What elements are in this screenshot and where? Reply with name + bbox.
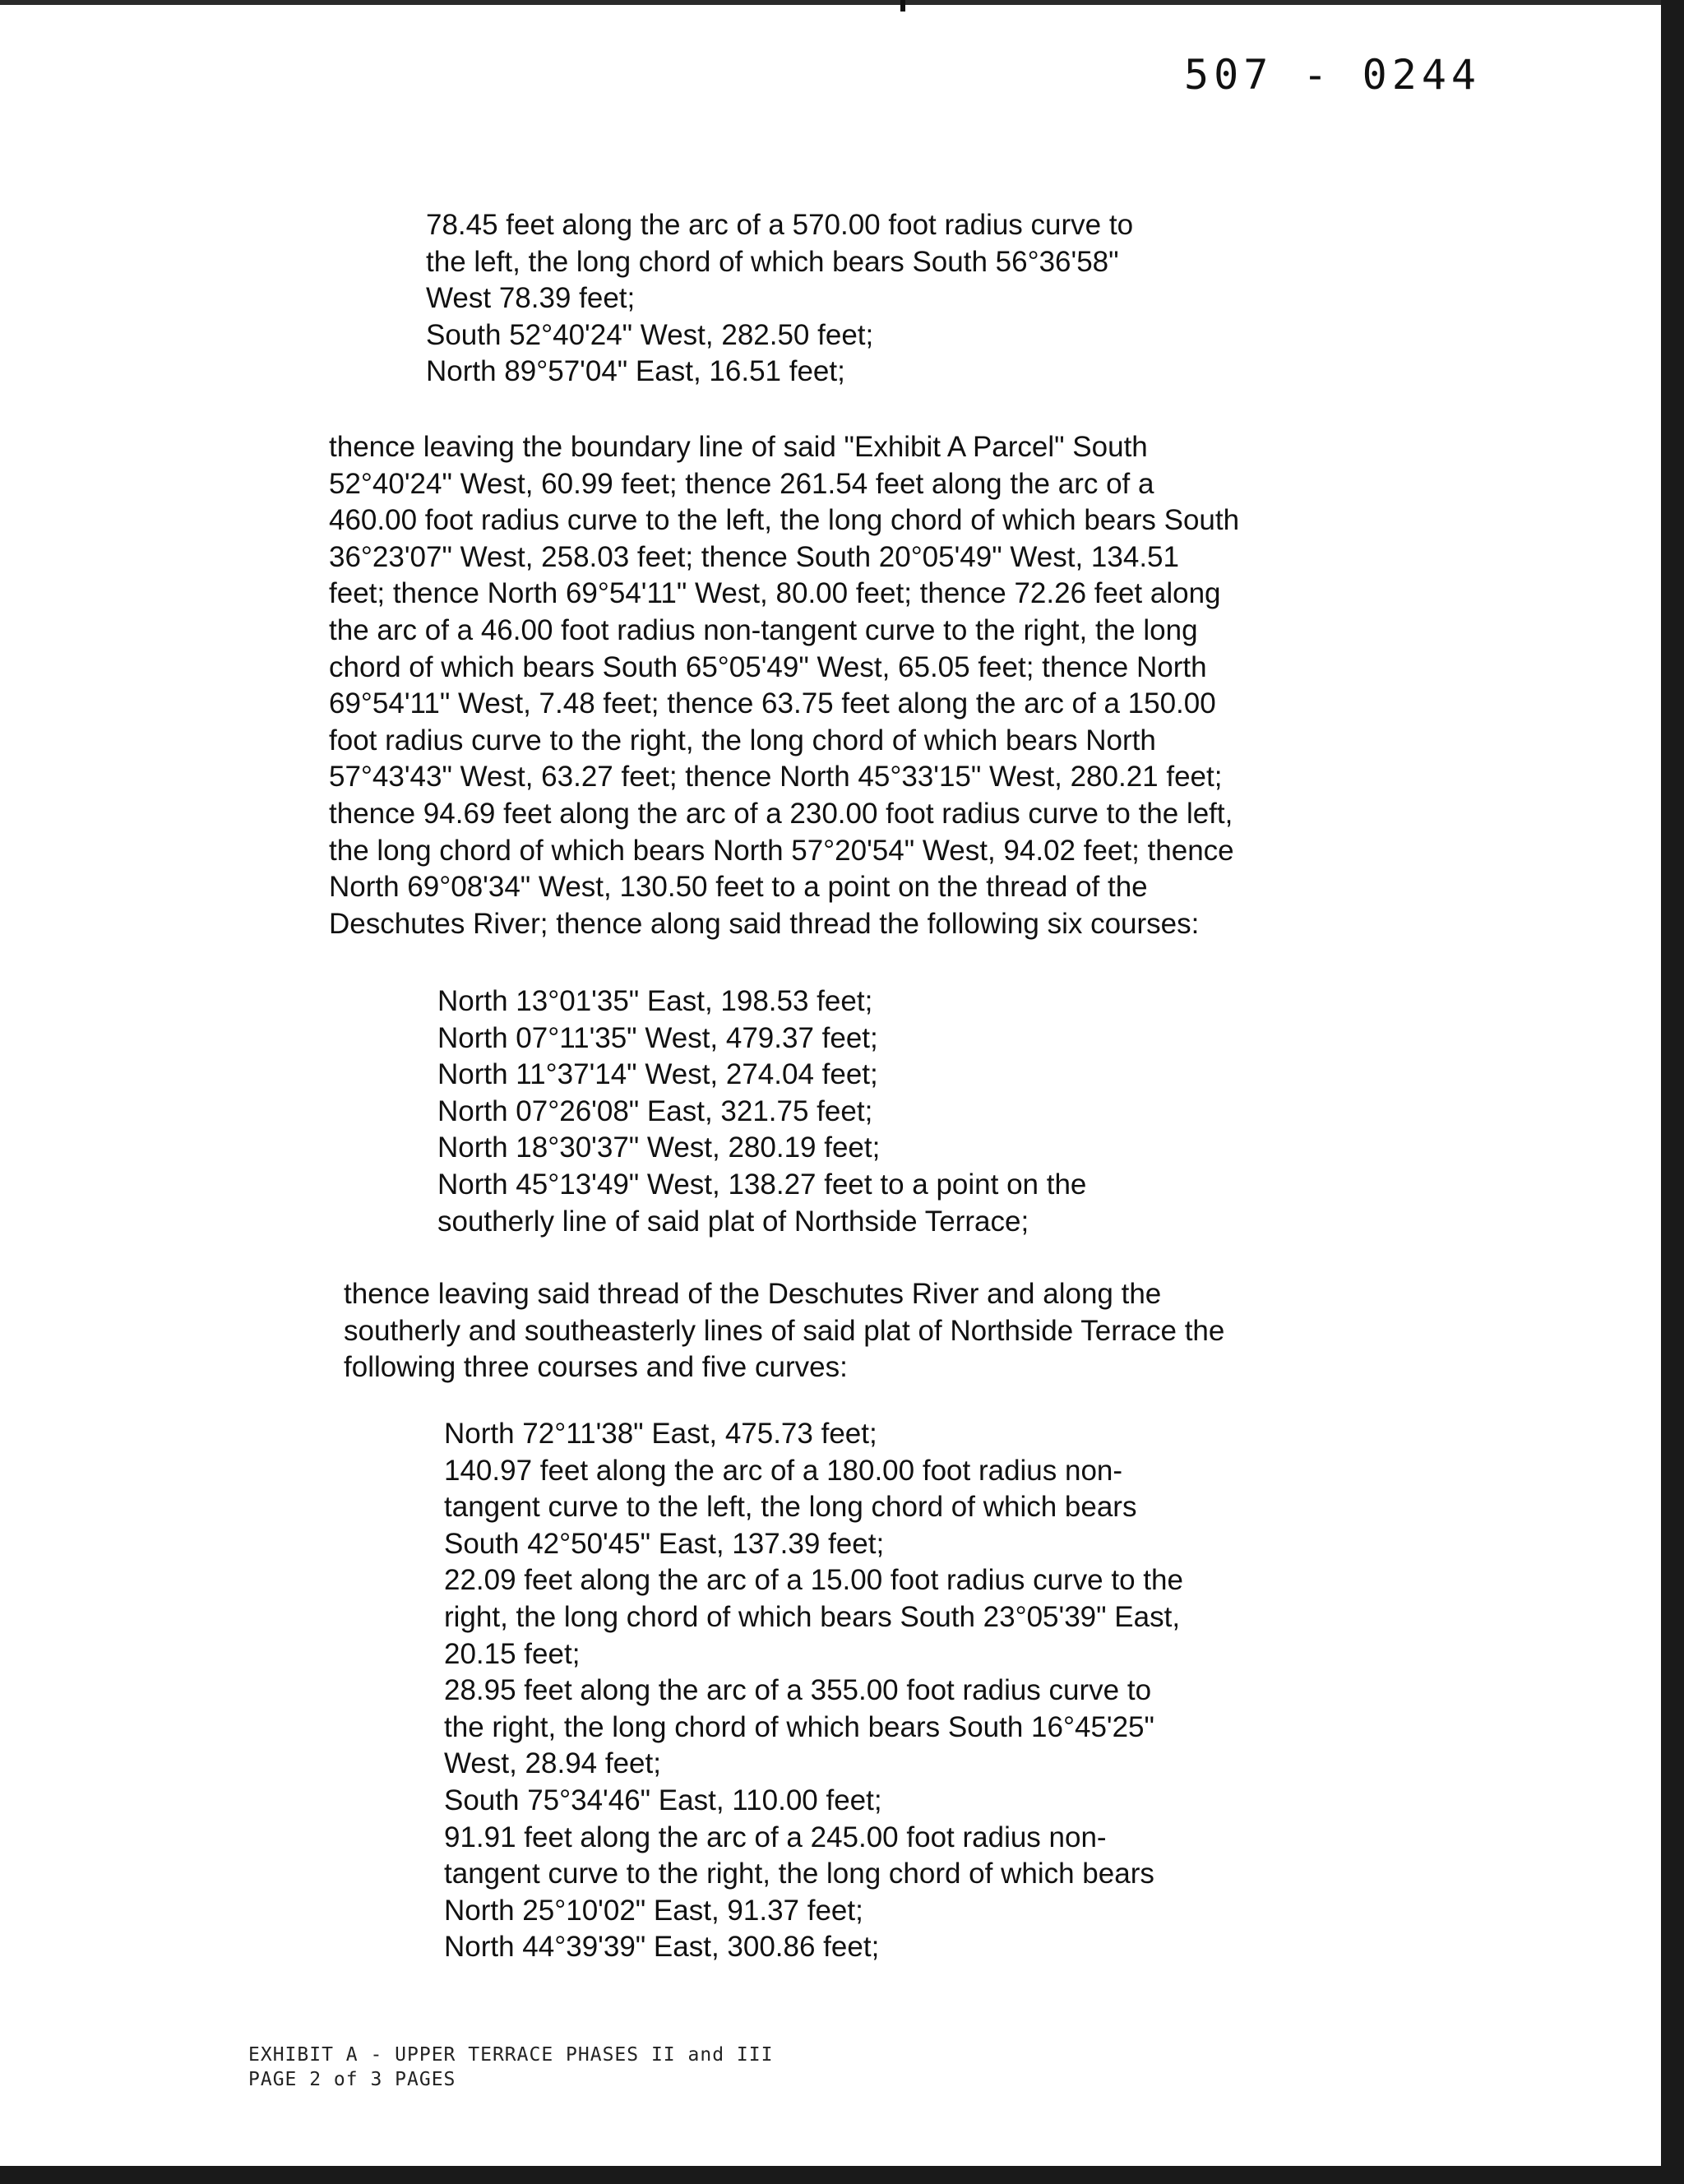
text-line: the right, the long chord of which bears South 16°45'25" [444,1710,1154,1743]
text-line: 140.97 feet along the arc of a 180.00 foot radius non- [444,1454,1123,1487]
text-line: thence 94.69 feet along the arc of a 230.00 foot radius curve to the left, [329,797,1233,830]
page-footer [248,2043,773,2092]
text-line: tangent curve to the left, the long chord of which bears [444,1491,1137,1524]
text-line: North 45°13'49" West, 138.27 feet to a point on the [437,1168,1087,1201]
text-line: North 11°37'14" West, 274.04 feet; [437,1058,878,1091]
scan-edge-bottom [0,2166,1684,2184]
text-line: North 18°30'37" West, 280.19 feet; [437,1131,881,1164]
scan-edge-right [1661,0,1684,2184]
terrace-courses-block [444,1416,1183,1966]
text-line: North 25°10'02" East, 91.37 feet; [444,1894,863,1927]
text-line: North 07°11'35" West, 479.37 feet; [437,1021,878,1054]
document-number: 507 - 0244 [1184,51,1482,99]
text-line: 57°43'43" West, 63.27 feet; thence North 45°33'15" West, 280.21 feet; [329,761,1223,794]
text-line: 78.45 feet along the arc of a 570.00 foot radius curve to [426,209,1134,241]
description-paragraph-1 [329,429,1239,942]
description-paragraph-2 [344,1276,1224,1386]
text-line: South 52°40'24" West, 282.50 feet; [426,318,874,351]
text-line: North 89°57'04" East, 16.51 feet; [426,355,845,388]
text-line: southerly and southeasterly lines of said plat of Northside Terrace the [344,1314,1225,1347]
text-line: 460.00 foot radius curve to the left, the long chord of which bears South [329,504,1240,537]
courses-block-1 [426,207,1133,391]
text-line: 22.09 feet along the arc of a 15.00 foot radius curve to the [444,1564,1183,1597]
text-line: West, 28.94 feet; [444,1747,661,1780]
text-line: 28.95 feet along the arc of a 355.00 foot radius curve to [444,1674,1152,1707]
text-line: West 78.39 feet; [426,282,636,315]
text-line: 20.15 feet; [444,1637,581,1670]
text-line: South 42°50'45" East, 137.39 feet; [444,1527,885,1560]
text-line: 69°54'11" West, 7.48 feet; thence 63.75 feet along the arc of a 150.00 [329,687,1216,720]
text-line: following three courses and five curves: [344,1351,848,1384]
text-line: chord of which bears South 65°05'49" West, 65.05 feet; thence North [329,650,1207,683]
text-line: 52°40'24" West, 60.99 feet; thence 261.54 feet along the arc of a [329,467,1154,500]
river-courses-block [437,983,1086,1240]
text-line: thence leaving said thread of the Deschutes River and along the [344,1278,1162,1310]
text-line: North 72°11'38" East, 475.73 feet; [444,1418,877,1450]
text-line: thence leaving the boundary line of said "Exhibit A Parcel" South [329,431,1148,463]
text-line: right, the long chord of which bears South 23°05'39" East, [444,1600,1181,1633]
text-line: 36°23'07" West, 258.03 feet; thence South 20°05'49" West, 134.51 [329,540,1179,573]
text-line: the long chord of which bears North 57°20'54" West, 94.02 feet; thence [329,834,1234,867]
text-line: North 44°39'39" East, 300.86 feet; [444,1931,880,1964]
text-line: foot radius curve to the right, the long chord of which bears North [329,724,1156,757]
text-line: North 13°01'35" East, 198.53 feet; [437,985,873,1017]
text-line: North 69°08'34" West, 130.50 feet to a point on the thread of the [329,871,1148,904]
text-line: tangent curve to the right, the long chord of which bears [444,1858,1154,1890]
scan-edge-top [0,0,1684,5]
text-line: the arc of a 46.00 foot radius non-tangent curve to the right, the long [329,613,1198,646]
footer-exhibit-title: EXHIBIT A - UPPER TERRACE PHASES II and III [248,2044,774,2066]
text-line: 91.91 feet along the arc of a 245.00 foot radius non- [444,1821,1107,1853]
text-line: South 75°34'46" East, 110.00 feet; [444,1784,882,1816]
footer-page-number: PAGE 2 of 3 PAGES [248,2069,456,2090]
scan-mark-top [900,0,905,12]
text-line: North 07°26'08" East, 321.75 feet; [437,1094,873,1127]
text-line: the left, the long chord of which bears South 56°36'58" [426,245,1119,278]
text-line: southerly line of said plat of Northside Terrace; [437,1205,1029,1238]
text-line: Deschutes River; thence along said thread the following six courses: [329,907,1200,940]
text-line: feet; thence North 69°54'11" West, 80.00 feet; thence 72.26 feet along [329,577,1221,610]
